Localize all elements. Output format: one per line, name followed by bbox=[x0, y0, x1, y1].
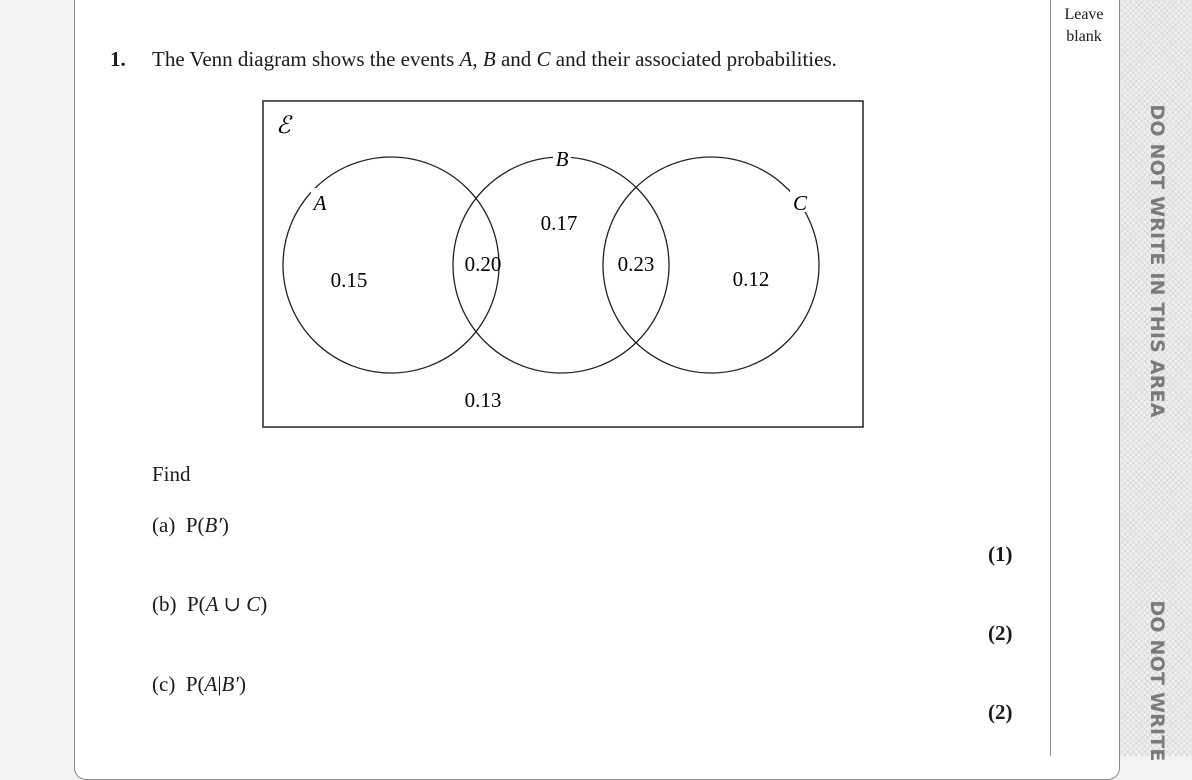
label-a: A bbox=[313, 191, 327, 215]
part-a-p: P( bbox=[185, 513, 205, 537]
do-not-write-warning: DO NOT WRITE IN THIS AREA bbox=[1146, 104, 1168, 418]
question-number: 1. bbox=[110, 47, 126, 71]
part-b-p: P( bbox=[187, 592, 206, 616]
leave-blank-line-1: Leave bbox=[1064, 6, 1104, 23]
event-b-ref: B bbox=[482, 47, 496, 71]
part-c-expr-b: B′ bbox=[221, 672, 239, 696]
region-a-only: 0.15 bbox=[330, 268, 368, 292]
part-c bbox=[152, 672, 246, 697]
part-b-expr: A ∪ C bbox=[205, 592, 261, 616]
region-b-only: 0.17 bbox=[540, 211, 578, 235]
find-label: Find bbox=[152, 462, 191, 486]
region-outside: 0.13 bbox=[464, 388, 502, 412]
part-c-close: ) bbox=[238, 672, 246, 696]
question-text-1: The Venn diagram shows the events bbox=[152, 47, 460, 71]
part-c-bar: | bbox=[217, 672, 222, 696]
do-not-write-warning-2: DO NOT WRITE bbox=[1146, 600, 1168, 762]
question-text-2: , bbox=[472, 47, 483, 71]
part-b bbox=[152, 592, 267, 617]
question-text-3: and bbox=[495, 47, 537, 71]
region-c-only: 0.12 bbox=[732, 267, 770, 291]
label-b: B bbox=[555, 147, 569, 171]
part-b-marks: (2) bbox=[988, 621, 1013, 645]
part-a-close: ) bbox=[221, 513, 229, 537]
event-a-ref: A bbox=[459, 47, 473, 71]
event-c-ref: C bbox=[536, 47, 551, 71]
part-b-close: ) bbox=[260, 592, 268, 616]
leave-blank-line-2: blank bbox=[1066, 28, 1102, 45]
region-b-and-c: 0.23 bbox=[617, 252, 655, 276]
part-a-expr: B′ bbox=[204, 513, 222, 537]
part-a-marks: (1) bbox=[988, 542, 1013, 566]
region-a-and-b: 0.20 bbox=[464, 252, 502, 276]
part-c-expr-a: A bbox=[204, 672, 218, 696]
part-a-label: (a) bbox=[152, 513, 176, 537]
part-b-label: (b) bbox=[152, 592, 177, 616]
part-a bbox=[152, 513, 229, 538]
part-c-marks: (2) bbox=[988, 700, 1013, 724]
universal-set-symbol: ℰ bbox=[276, 113, 291, 139]
part-c-p: P( bbox=[185, 672, 205, 696]
label-c: C bbox=[792, 191, 808, 215]
part-c-label: (c) bbox=[152, 672, 176, 696]
question-text-4: and their associated probabilities. bbox=[550, 47, 837, 71]
